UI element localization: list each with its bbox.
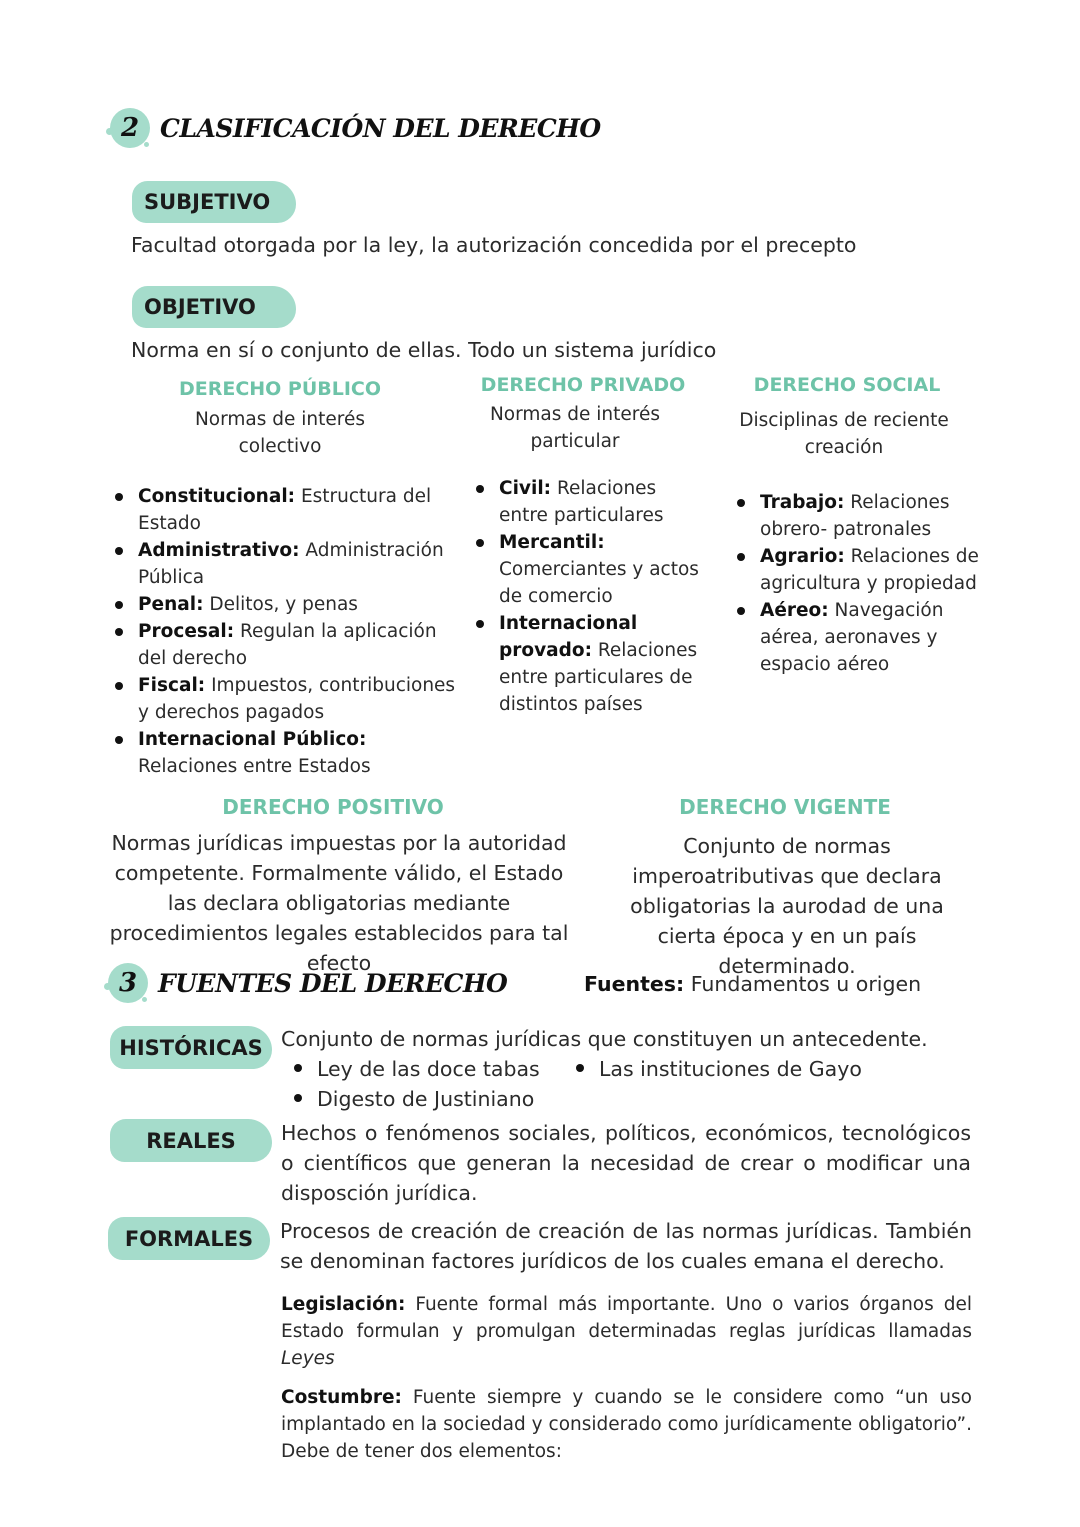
derecho-vigente-title: DERECHO VIGENTE: [679, 795, 891, 819]
list-item: Internacional Público: Relaciones entre Estados: [112, 726, 462, 780]
list-item: Ley de las doce tabas: [291, 1054, 561, 1084]
list-item: Administrativo: Administración Pública: [112, 537, 462, 591]
derecho-privado-column: [473, 374, 713, 718]
formales-label: FORMALES: [108, 1217, 270, 1260]
costumbre-paragraph: Costumbre: Fuente siempre y cuando se le considere como “un uso implantado en la sociedad y considerado como jurídicamente obligatorio”. Debe de tener dos elementos:: [281, 1387, 972, 1462]
objetivo-label: OBJETIVO: [132, 286, 296, 328]
reales-label: REALES: [110, 1119, 272, 1162]
list-item: Las instituciones de Gayo: [573, 1054, 873, 1084]
section-3-header: [106, 961, 507, 1005]
derecho-vigente-text: Conjunto de normas imperoatributivas que declara obligatorias la aurodad de una cierta época y en un país determinado.: [630, 834, 944, 978]
section-2-header: [108, 106, 601, 150]
derecho-publico-column: [112, 378, 462, 780]
derecho-positivo-title: DERECHO POSITIVO: [222, 795, 444, 819]
section-number: 3: [118, 968, 138, 998]
list-item: Procesal: Regulan la aplicación del derecho: [112, 618, 462, 672]
objetivo-text: Norma en sí o conjunto de ellas. Todo un sistema jurídico: [131, 338, 717, 362]
column-title: DERECHO SOCIAL: [753, 374, 941, 396]
derecho-privado-list: [473, 475, 709, 718]
section-number: 2: [120, 113, 140, 143]
historicas-text: Conjunto de normas jurídicas que constituyen un antecedente.: [281, 1027, 928, 1051]
subjetivo-label: SUBJETIVO: [132, 181, 296, 223]
reales-text: Hechos o fenómenos sociales, políticos, económicos, tecnológicos o científicos que generan la necesidad de crear o modificar una disposción jurídica.: [281, 1121, 971, 1205]
column-title: DERECHO PRIVADO: [480, 374, 686, 396]
list-item: Trabajo: Relaciones obrero- patronales: [734, 489, 989, 543]
historicas-list-right: [573, 1054, 873, 1084]
section-title: FUENTES DEL DERECHO: [158, 968, 508, 998]
formales-text: Procesos de creación de creación de las normas jurídicas. También se denominan factores jurídicos de los cuales emana el derecho.: [280, 1219, 972, 1273]
column-subtitle: Normas de interés particular: [489, 404, 661, 452]
list-item: Agrario: Relaciones de agricultura y propiedad: [734, 543, 989, 597]
historicas-list: [291, 1054, 561, 1114]
subjetivo-text: Facultad otorgada por la ley, la autorización concedida por el precepto: [131, 233, 857, 257]
section-number-badge: [108, 106, 152, 150]
column-subtitle: Disciplinas de reciente creación: [739, 410, 949, 458]
column-title: DERECHO PÚBLICO: [178, 378, 382, 400]
derecho-social-column: [734, 374, 994, 678]
column-subtitle: Normas de interés colectivo: [194, 409, 366, 457]
list-item: Penal: Delitos, y penas: [112, 591, 462, 618]
list-item: Constitucional: Estructura del Estado: [112, 483, 462, 537]
derecho-positivo-text: Normas jurídicas impuestas por la autoridad competente. Formalmente válido, el Estado las declara obligatorias mediante procedimientos legales establecidos para tal efecto: [109, 831, 569, 975]
list-item: Aéreo: Navegación aérea, aeronaves y espacio aéreo: [734, 597, 989, 678]
list-item: Civil: Relaciones entre particulares: [473, 475, 709, 529]
list-item: Internacional provado: Relaciones entre particulares de distintos países: [473, 610, 709, 718]
list-item: Fiscal: Impuestos, contribuciones y derechos pagados: [112, 672, 462, 726]
derecho-publico-list: [112, 483, 462, 780]
list-item: Mercantil: Comerciantes y actos de comercio: [473, 529, 709, 610]
historicas-label: HISTÓRICAS: [110, 1026, 272, 1069]
list-item: Digesto de Justiniano: [291, 1084, 561, 1114]
section-number-badge: [106, 961, 150, 1005]
section-title: CLASIFICACIÓN DEL DERECHO: [160, 113, 601, 143]
legislacion-paragraph: Legislación: Fuente formal más importante. Uno o varios órganos del Estado formulan y promulgan determinadas reglas jurídicas llamadas Leyes: [281, 1294, 972, 1369]
derecho-social-list: [734, 489, 989, 678]
fuentes-definition: Fuentes: Fundamentos u origen: [584, 972, 922, 996]
